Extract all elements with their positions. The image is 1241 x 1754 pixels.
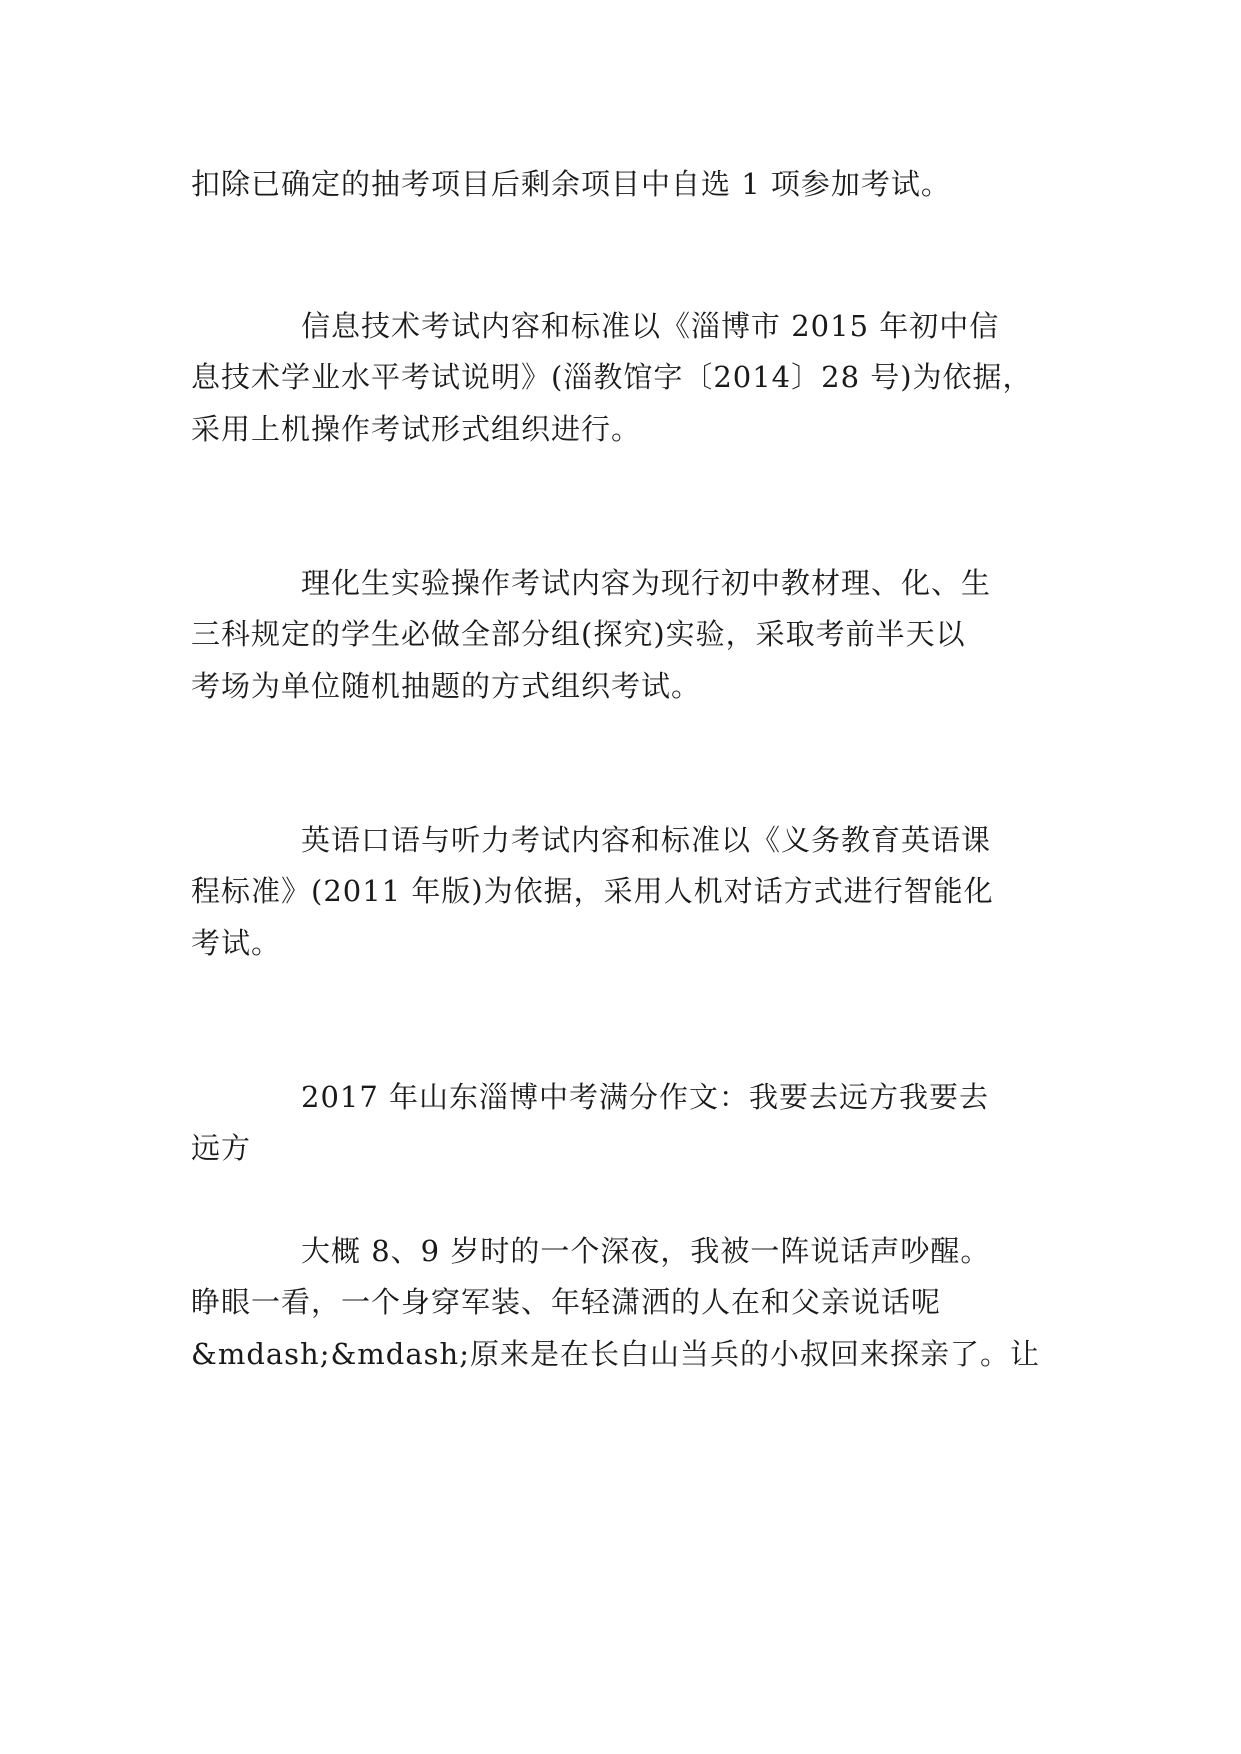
paragraph-line: 大概 8、9 岁时的一个深夜，我被一阵说话声吵醒。	[301, 1234, 991, 1268]
paragraph-line: 程标准》(2011 年版)为依据，采用人机对话方式进行智能化	[191, 874, 994, 908]
paragraph-line: 考场为单位随机抽题的方式组织考试。	[191, 669, 702, 703]
essay-title-line: 远方	[191, 1131, 252, 1165]
paragraph-line: 采用上机操作考试形式组织进行。	[191, 412, 642, 446]
paragraph-line: 睁眼一看，一个身穿军装、年轻潇洒的人在和父亲说话呢	[191, 1285, 942, 1319]
paragraph-line: 英语口语与听力考试内容和标准以《义务教育英语课	[301, 823, 992, 857]
paragraph-line: 考试。	[191, 926, 282, 960]
paragraph-line: 三科规定的学生必做全部分组(探究)实验，采取考前半天以	[191, 617, 966, 651]
paragraph-line: 息技术学业水平考试说明》(淄教馆字〔2014〕28 号)为依据，	[191, 360, 1033, 394]
paragraph-line: &mdash;&mdash;原来是在长白山当兵的小叔回来探亲了。让	[191, 1337, 1040, 1371]
paragraph-line: 理化生实验操作考试内容为现行初中教材理、化、生	[301, 566, 992, 600]
paragraph-line: 信息技术考试内容和标准以《淄博市 2015 年初中信	[301, 309, 1000, 343]
paragraph-line: 扣除已确定的抽考项目后剩余项目中自选 1 项参加考试。	[191, 167, 951, 201]
essay-title-line: 2017 年山东淄博中考满分作文：我要去远方我要去	[301, 1080, 990, 1114]
